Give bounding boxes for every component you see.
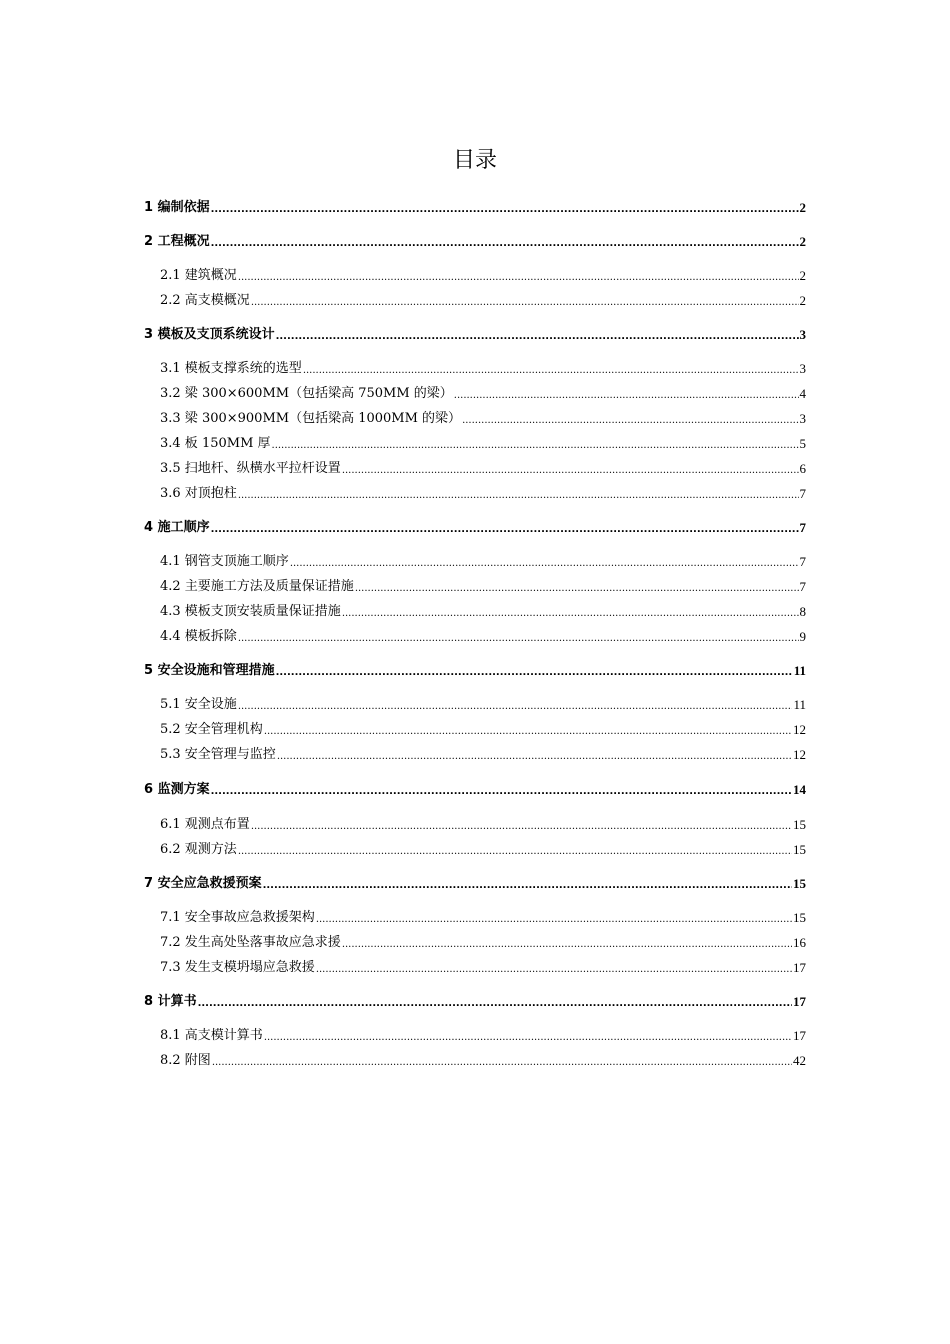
toc-dot-leader: [454, 384, 799, 404]
toc-section-entry[interactable]: [160, 409, 806, 429]
toc-section-entry[interactable]: [160, 359, 806, 379]
toc-dot-leader: [462, 409, 798, 429]
toc-page-number: 3: [799, 361, 806, 376]
toc-chapter-entry[interactable]: [144, 874, 806, 894]
toc-dot-leader: [316, 958, 792, 978]
toc-dot-leader: [276, 661, 793, 681]
toc-section-entry[interactable]: [160, 840, 806, 860]
toc-section-entry[interactable]: [160, 720, 806, 740]
toc-section-entry[interactable]: [160, 266, 806, 286]
toc-entry-text: 5 安全设施和管理措施: [144, 663, 275, 678]
toc-page-number: 15: [793, 910, 806, 925]
toc-page-number: 15: [793, 876, 806, 891]
toc-entry-text: 7 安全应急救援预案: [144, 876, 262, 891]
toc-entry-text: 3.3 梁 300×900MM（包括梁高 1000MM 的梁）: [160, 411, 462, 426]
toc-dot-leader: [290, 552, 799, 572]
toc-page-number: 11: [793, 663, 806, 678]
toc-dot-leader: [316, 908, 792, 928]
toc-page-number: 2: [799, 293, 806, 308]
toc-dot-leader: [238, 627, 799, 647]
toc-entry-text: 4.4 模板拆除: [160, 629, 237, 644]
toc-section-entry[interactable]: [160, 933, 806, 953]
toc-entry-text: 5.3 安全管理与监控: [160, 747, 276, 762]
toc-entry-text: 2.1 建筑概况: [160, 268, 237, 283]
toc-dot-leader: [263, 874, 792, 894]
toc-dot-leader: [211, 780, 792, 800]
toc-page-number: 12: [793, 722, 806, 737]
toc-page-number: 8: [799, 604, 806, 619]
toc-entry-text: 5.2 安全管理机构: [160, 722, 263, 737]
toc-chapter-entry[interactable]: [144, 780, 806, 800]
toc-entry-text: 4 施工顺序: [144, 520, 210, 535]
toc-dot-leader: [238, 266, 799, 286]
toc-dot-leader: [238, 840, 792, 860]
toc-entry-text: 4.3 模板支顶安装质量保证措施: [160, 604, 341, 619]
toc-dot-leader: [264, 1026, 792, 1046]
toc-entry-text: 8.1 高支模计算书: [160, 1028, 263, 1043]
toc-section-entry[interactable]: [160, 1026, 806, 1046]
toc-dot-leader: [211, 232, 799, 252]
toc-section-entry[interactable]: [160, 627, 806, 647]
toc-page-number: 2: [799, 234, 806, 249]
toc-entry-text: 6.1 观测点布置: [160, 817, 250, 832]
toc-dot-leader: [276, 325, 799, 345]
toc-section-entry[interactable]: [160, 745, 806, 765]
toc-section-entry[interactable]: [160, 434, 806, 454]
toc-dot-leader: [211, 198, 799, 218]
toc-entry-text: 7.2 发生高处坠落事故应急求援: [160, 935, 341, 950]
toc-dot-leader: [355, 577, 799, 597]
toc-section-entry[interactable]: [160, 695, 806, 715]
toc-dot-leader: [251, 291, 799, 311]
toc-chapter-entry[interactable]: [144, 325, 806, 345]
toc-entry-text: 8 计算书: [144, 994, 197, 1009]
toc-dot-leader: [198, 992, 792, 1012]
toc-page-number: 7: [799, 486, 806, 501]
toc-page-number: 17: [793, 994, 806, 1009]
toc-page-number: 16: [793, 935, 806, 950]
toc-dot-leader: [342, 933, 792, 953]
toc-page-number: 11: [793, 697, 806, 712]
toc-entry-text: 2 工程概况: [144, 234, 210, 249]
toc-page-number: 2: [799, 268, 806, 283]
toc-page-number: 7: [799, 554, 806, 569]
toc-entry-text: 3.2 梁 300×600MM（包括梁高 750MM 的梁）: [160, 386, 453, 401]
toc-section-entry[interactable]: [160, 552, 806, 572]
toc-page-number: 7: [799, 520, 806, 535]
toc-page-number: 5: [799, 436, 806, 451]
toc-entry-text: 6.2 观测方法: [160, 842, 237, 857]
toc-section-entry[interactable]: [160, 815, 806, 835]
toc-page-number: 2: [799, 200, 806, 215]
toc-dot-leader: [342, 459, 799, 479]
toc-page-number: 12: [793, 747, 806, 762]
toc-entry-text: 4.2 主要施工方法及质量保证措施: [160, 579, 354, 594]
toc-page-number: 15: [793, 842, 806, 857]
toc-chapter-entry[interactable]: [144, 198, 806, 218]
toc-chapter-entry[interactable]: [144, 661, 806, 681]
toc-page-number: 3: [799, 411, 806, 426]
toc-page-number: 42: [793, 1053, 806, 1068]
toc-dot-leader: [342, 602, 799, 622]
toc-dot-leader: [303, 359, 799, 379]
toc-entry-text: 3.5 扫地杆、纵横水平拉杆设置: [160, 461, 341, 476]
toc-section-entry[interactable]: [160, 577, 806, 597]
toc-section-entry[interactable]: [160, 291, 806, 311]
toc-section-entry[interactable]: [160, 602, 806, 622]
toc-entry-text: 3.4 板 150MM 厚: [160, 436, 271, 451]
toc-section-entry[interactable]: [160, 1051, 806, 1071]
toc-chapter-entry[interactable]: [144, 232, 806, 252]
toc-chapter-entry[interactable]: [144, 992, 806, 1012]
toc-section-entry[interactable]: [160, 908, 806, 928]
toc-entry-text: 3.6 对顶抱柱: [160, 486, 237, 501]
toc-page-number: 15: [793, 817, 806, 832]
toc-page-number: 6: [799, 461, 806, 476]
toc-entry-text: 6 监测方案: [144, 782, 210, 797]
toc-page-number: 4: [799, 386, 806, 401]
toc-entry-text: 4.1 钢管支顶施工顺序: [160, 554, 289, 569]
toc-dot-leader: [251, 815, 792, 835]
toc-page-number: 17: [793, 960, 806, 975]
toc-page-number: 17: [793, 1028, 806, 1043]
toc-page-number: 9: [799, 629, 806, 644]
toc-entry-text: 2.2 高支模概况: [160, 293, 250, 308]
toc-page-number: 14: [793, 782, 806, 797]
toc-dot-leader: [211, 518, 799, 538]
toc-section-entry[interactable]: [160, 958, 806, 978]
toc-section-entry[interactable]: [160, 459, 806, 479]
toc-section-entry[interactable]: [160, 384, 806, 404]
toc-entry-text: 3.1 模板支撑系统的选型: [160, 361, 302, 376]
toc-entry-text: 5.1 安全设施: [160, 697, 237, 712]
toc-chapter-entry[interactable]: [144, 518, 806, 538]
toc-page-number: 7: [799, 579, 806, 594]
toc-title: 目录: [452, 148, 497, 173]
toc-entry-text: 7.3 发生支模坍塌应急救援: [160, 960, 315, 975]
toc-entry-text: 3 模板及支顶系统设计: [144, 327, 275, 342]
toc-dot-leader: [272, 434, 799, 454]
toc-dot-leader: [264, 720, 792, 740]
toc-dot-leader: [238, 484, 799, 504]
toc-dot-leader: [212, 1051, 792, 1071]
toc-page-number: 3: [799, 327, 806, 342]
toc-entry-text: 1 编制依据: [144, 200, 210, 215]
toc-entry-text: 7.1 安全事故应急救援架构: [160, 910, 315, 925]
toc-section-entry[interactable]: [160, 484, 806, 504]
toc-dot-leader: [238, 695, 793, 715]
toc-entry-text: 8.2 附图: [160, 1053, 211, 1068]
toc-dot-leader: [277, 745, 792, 765]
